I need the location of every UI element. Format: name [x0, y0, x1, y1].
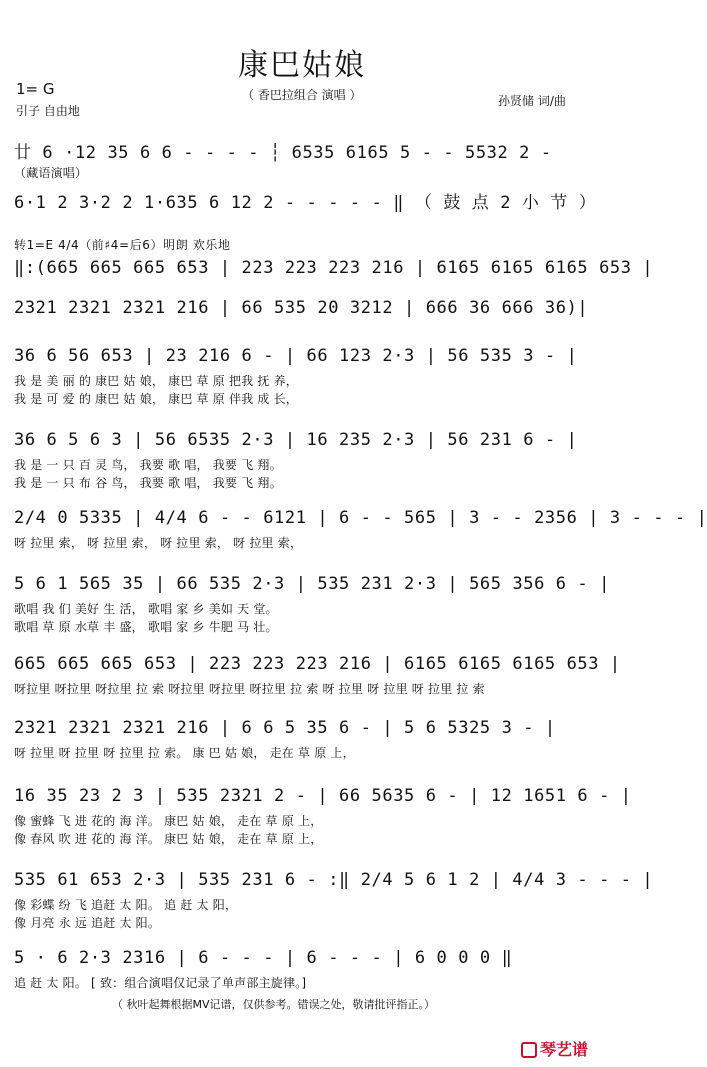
lyric-line: 像 蜜蜂 飞 进 花的 海 洋。 康巴 姑 娘， 走在 草 原 上，: [14, 814, 323, 828]
score-notes-line: 6·1 2 3·2 2 1·635 6 12 2 - - - - - ‖ （ 鼓 点 2 小 节 ）: [14, 193, 597, 213]
score-notes-line: ‖:(665 665 665 653 | 223 223 223 216 | 6165 6165 6165 653 |: [14, 258, 654, 278]
score-notes-line: 16 35 23 2 3 | 535 2321 2 - | 66 5635 6 - | 12 1651 6 - |: [14, 786, 632, 806]
lyric-line: 像 春风 吹 进 花的 海 洋。 康巴 姑 娘， 走在 草 原 上，: [14, 832, 323, 846]
lyric-line: 呀拉里 呀拉里 呀拉里 拉 索 呀拉里 呀拉里 呀拉里 拉 索 呀 拉里 呀 拉里 呀 拉里 拉 索: [14, 682, 485, 696]
logo-text: 琴艺谱: [539, 1040, 588, 1059]
logo-icon: [521, 1042, 537, 1058]
score-notes-line: 廿 6 ·12 35 6 6 - - - - ┆ 6535 6165 5 - - 5532 2 -: [14, 143, 552, 163]
score-notes-line: 2/4 0 5335 | 4/4 6 - - 6121 | 6 - - 565 | 3 - - 2356 | 3 - - - |: [14, 508, 707, 528]
page-title: 康巴姑娘: [238, 48, 366, 83]
lyric-line: 我 是 一 只 百 灵 鸟， 我要 歌 唱， 我要 飞 翔。: [14, 458, 282, 472]
lyric-line: 像 月亮 永 远 追赶 太 阳。: [14, 916, 161, 930]
prelude-marking: 引子 自由地: [16, 104, 80, 118]
score-notes-line: 转1=E 4/4（前♯4=后6）明朗 欢乐地: [14, 238, 231, 252]
lyric-line: （藏语演唱）: [14, 166, 88, 180]
lyric-line: 呀 拉里 呀 拉里 呀 拉里 拉 索。 康 巴 姑 娘， 走在 草 原 上，: [14, 746, 355, 760]
lyric-line: 我 是 一 只 布 谷 鸟， 我要 歌 唱， 我要 飞 翔。: [14, 476, 282, 490]
score-notes-line: 535 61 653 2·3 | 535 231 6 - :‖ 2/4 5 6 1 2 | 4/4 3 - - - |: [14, 870, 654, 890]
score-notes-line: 36 6 56 653 | 23 216 6 - | 66 123 2·3 | 56 535 3 - |: [14, 346, 578, 366]
lyric-line: 歌唱 我 们 美好 生 活， 歌唱 家 乡 美如 天 堂。: [14, 602, 278, 616]
site-logo: [521, 1037, 588, 1060]
lyric-line: 追 赶 太 阳。 [ 致：组合演唱仅记录了单声部主旋律。]: [14, 976, 307, 990]
score-notes-line: 665 665 665 653 | 223 223 223 216 | 6165 6165 6165 653 |: [14, 654, 621, 674]
key-signature: 1= G: [16, 80, 55, 98]
score-notes-line: 36 6 5 6 3 | 56 6535 2·3 | 16 235 2·3 | 56 231 6 - |: [14, 430, 578, 450]
performer-credit: （ 香巴拉组合 演唱 ）: [242, 88, 362, 102]
score-notes-line: 5 · 6 2·3 2316 | 6 - - - | 6 - - - | 6 0 0 0 ‖: [14, 948, 513, 968]
lyric-line: 我 是 美 丽 的 康巴 姑 娘， 康巴 草 原 把我 抚 养，: [14, 374, 298, 388]
footer-note: （ 秋叶起舞根据MV记谱，仅供参考。错误之处，敬请批评指正。）: [112, 998, 436, 1011]
lyric-line: 像 彩蝶 纷 飞 追赶 太 阳。 追 赶 太 阳，: [14, 898, 238, 912]
lyric-line: 呀 拉里 索， 呀 拉里 索， 呀 拉里 索， 呀 拉里 索，: [14, 536, 303, 550]
author-credit: 孙贤储 词/曲: [498, 94, 566, 108]
score-notes-line: 2321 2321 2321 216 | 6 6 5 35 6 - | 5 6 5325 3 - |: [14, 718, 556, 738]
score-notes-line: 5 6 1 565 35 | 66 535 2·3 | 535 231 2·3 | 565 356 6 - |: [14, 574, 610, 594]
lyric-line: 歌唱 草 原 水草 丰 盛， 歌唱 家 乡 牛肥 马 壮。: [14, 620, 278, 634]
lyric-line: 我 是 可 爱 的 康巴 姑 娘， 康巴 草 原 伴我 成 长，: [14, 392, 298, 406]
score-notes-line: 2321 2321 2321 216 | 66 535 20 3212 | 666 36 666 36)|: [14, 298, 589, 318]
